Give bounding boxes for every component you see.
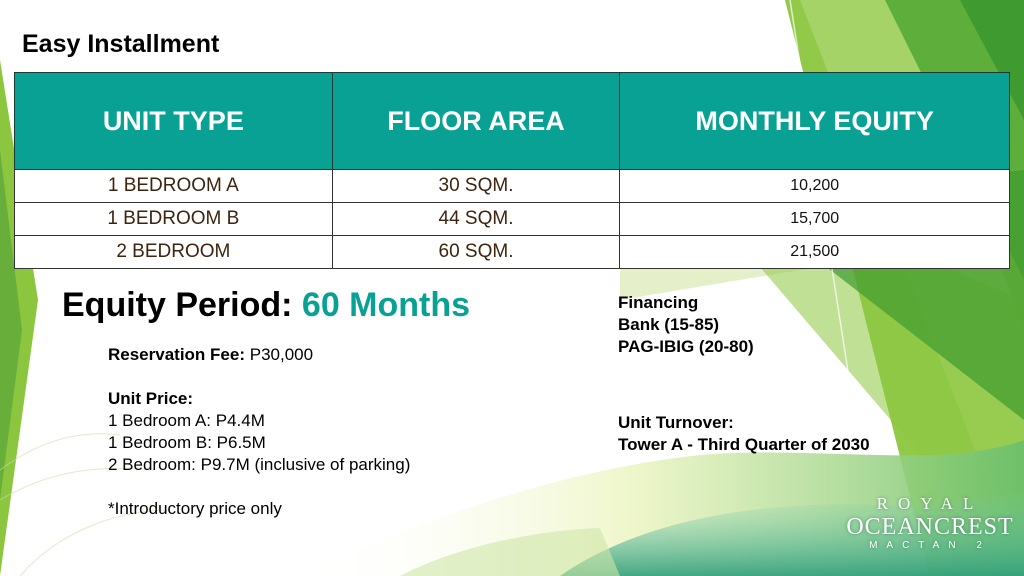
cell-unit-type: 1 BEDROOM B — [15, 203, 333, 236]
cell-floor-area: 60 SQM. — [332, 236, 620, 269]
unit-price-label: Unit Price: — [108, 389, 194, 408]
logo-line-royal: ROYAL — [876, 494, 984, 513]
cell-floor-area: 44 SQM. — [332, 203, 620, 236]
financing-option: Bank (15-85) — [618, 315, 720, 334]
table-row — [15, 170, 1010, 203]
header-floor-area: FLOOR AREA — [332, 73, 620, 170]
cell-monthly-equity: 10,200 — [620, 170, 1010, 203]
logo-line-mactan: MACTAN 2 — [869, 540, 991, 551]
cell-monthly-equity: 21,500 — [620, 236, 1010, 269]
unit-price-item: 1 Bedroom B: P6.5M — [108, 433, 266, 452]
financing-title: Financing — [618, 293, 699, 312]
turnover-block — [618, 412, 870, 456]
table-row — [15, 203, 1010, 236]
cell-unit-type: 1 BEDROOM A — [15, 170, 333, 203]
equity-period-value: 60 Months — [301, 286, 471, 324]
equity-period-heading — [62, 286, 470, 325]
unit-price-item: 2 Bedroom: P9.7M (inclusive of parking) — [108, 455, 411, 474]
table-row — [15, 236, 1010, 269]
header-monthly-equity: MONTHLY EQUITY — [620, 73, 1010, 170]
slide-title: Easy Installment — [22, 30, 220, 58]
logo-line-oceancrest: OCEANCREST — [846, 514, 1014, 540]
table-header-row — [15, 73, 1010, 170]
reservation-fee-value: P30,000 — [249, 345, 314, 364]
unit-price-item: 1 Bedroom A: P4.4M — [108, 411, 265, 430]
financing-block — [618, 292, 754, 358]
cell-unit-type: 2 BEDROOM — [15, 236, 333, 269]
brand-logo — [842, 494, 1018, 551]
reservation-fee-line — [108, 344, 410, 366]
introductory-note: *Introductory price only — [108, 499, 282, 518]
header-unit-type: UNIT TYPE — [15, 73, 333, 170]
pricing-table — [14, 72, 1010, 269]
turnover-value: Tower A - Third Quarter of 2030 — [618, 435, 870, 454]
equity-period-label: Equity Period: — [62, 286, 293, 324]
reservation-fee-label: Reservation Fee: — [108, 345, 245, 364]
cell-monthly-equity: 15,700 — [620, 203, 1010, 236]
turnover-title: Unit Turnover: — [618, 413, 734, 432]
financing-option: PAG-IBIG (20-80) — [618, 337, 754, 356]
cell-floor-area: 30 SQM. — [332, 170, 620, 203]
details-block — [108, 344, 410, 520]
